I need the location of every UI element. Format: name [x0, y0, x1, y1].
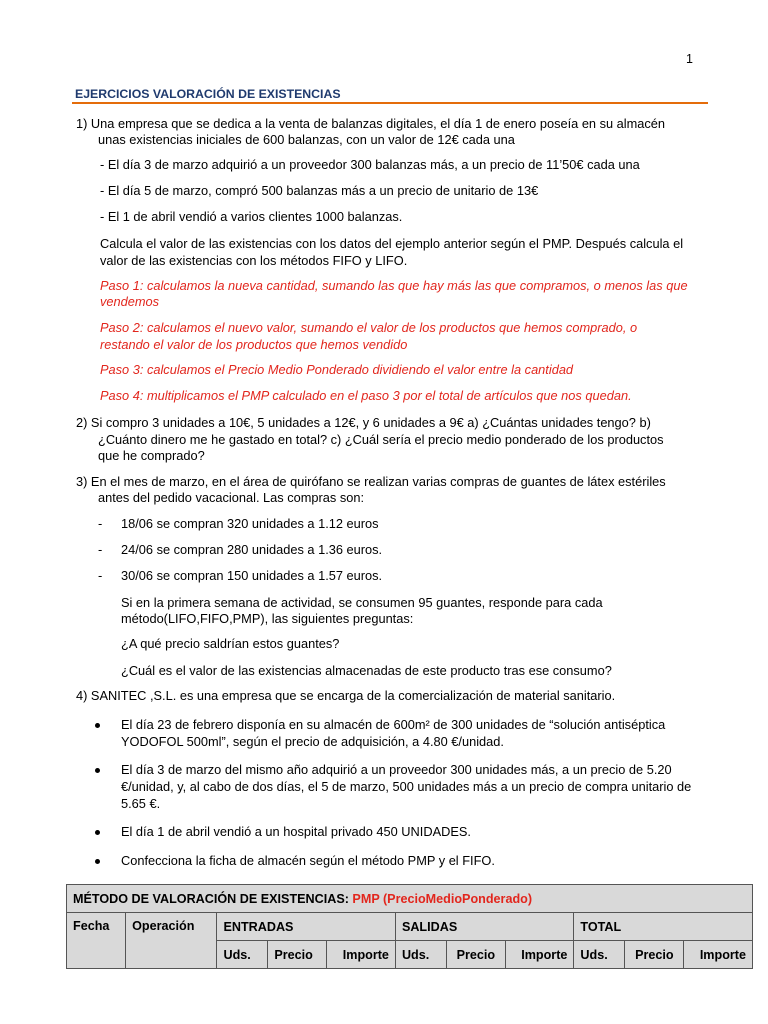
ex3-question3: ¿Cuál es el valor de las existencias almacenadas de este producto tras ese consumo?	[121, 663, 612, 678]
table-title-label: MÉTODO DE VALORACIÓN DE EXISTENCIAS:	[73, 891, 349, 906]
ex3-dash2: -	[98, 542, 103, 557]
paso1-line2: vendemos	[100, 294, 160, 309]
page-title: EJERCICIOS VALORACIÓN DE EXISTENCIAS	[75, 87, 341, 101]
ex3-line1: 3) En el mes de marzo, en el área de quirófano se realizan varias compras de guantes de látex estériles	[76, 474, 666, 489]
table-group-row	[67, 913, 753, 941]
entradas-precio: Precio	[268, 941, 327, 969]
ex1-line1: 1) Una empresa que se dedica a la venta de balanzas digitales, el día 1 de enero poseía en su almacén	[76, 116, 666, 131]
ex1-item1: - El día 3 de marzo adquirió a un proveedor 300 balanzas más, a un precio de 11’50€ cada una	[100, 157, 640, 172]
ex4-line1: 4) SANITEC ,S.L. es una empresa que se encarga de la comercialización de material sanitario.	[76, 688, 616, 703]
paso3: Paso 3: calculamos el Precio Medio Ponderado dividiendo el valor entre la cantidad	[100, 362, 574, 377]
ex2-line1: 2) Si compro 3 unidades a 10€, 5 unidades a 12€, y 6 unidades a 9€ a) ¿Cuántas unidades tengo? b)	[76, 415, 651, 430]
ex1-item3: - El 1 de abril vendió a varios clientes 1000 balanzas.	[100, 209, 403, 224]
total-uds: Uds.	[574, 941, 625, 969]
ex3-question2: ¿A qué precio saldrían estos guantes?	[121, 636, 340, 651]
ex1-line2: unas existencias iniciales de 600 balanzas, con un valor de 12€ cada una	[98, 132, 515, 147]
page-number: 1	[686, 52, 693, 66]
entradas-importe: Importe	[327, 941, 395, 969]
ex3-line2: antes del pedido vacacional. Las compras son:	[98, 490, 365, 505]
paso2-line1: Paso 2: calculamos el nuevo valor, sumando el valor de los productos que hemos comprado, o	[100, 320, 638, 335]
ex3-item3: 30/06 se compran 150 unidades a 1.57 euros.	[121, 568, 383, 583]
group-entradas: ENTRADAS	[217, 913, 395, 941]
title-underline	[72, 102, 708, 104]
col-operacion: Operación	[126, 913, 217, 969]
ex4-bullet2-line3: 5.65 €.	[121, 796, 161, 811]
ex3-question1-line2: método(LIFO,FIFO,PMP), las siguientes preguntas:	[121, 611, 414, 626]
ex4-bullet3: El día 1 de abril vendió a un hospital privado 450 UNIDADES.	[121, 824, 471, 839]
ex4-bullet2-line1: El día 3 de marzo del mismo año adquirió a un proveedor 300 unidades más, a un precio de 5.20	[121, 762, 672, 777]
stock-card-table	[66, 884, 753, 969]
paso4: Paso 4: multiplicamos el PMP calculado en el paso 3 por el total de artículos que nos quedan.	[100, 388, 632, 403]
ex4-bullet4: Confecciona la ficha de almacén según el método PMP y el FIFO.	[121, 853, 495, 868]
bullet-dot	[95, 768, 100, 773]
ex1-calc-line2: valor de las existencias con los métodos FIFO y LIFO.	[100, 253, 408, 268]
group-total: TOTAL	[574, 913, 753, 941]
table-title-method: PMP (PrecioMedioPonderado)	[352, 891, 533, 906]
ex3-dash3: -	[98, 568, 103, 583]
ex4-bullet2-line2: €/unidad, y, al cabo de dos días, el 5 de marzo, 500 unidades más a un precio de compra unitario de	[121, 779, 692, 794]
bullet-dot	[95, 859, 100, 864]
bullet-dot	[95, 723, 100, 728]
col-fecha: Fecha	[67, 913, 126, 969]
ex1-item2: - El día 5 de marzo, compró 500 balanzas más a un precio de unitario de 13€	[100, 183, 539, 198]
ex3-question1-line1: Si en la primera semana de actividad, se consumen 95 guantes, responde para cada	[121, 595, 603, 610]
ex1-calc-line1: Calcula el valor de las existencias con los datos del ejemplo anterior según el PMP. Después calcula el	[100, 236, 684, 251]
ex3-dash1: -	[98, 516, 103, 531]
ex2-line2: ¿Cuánto dinero me he gastado en total? c) ¿Cuál sería el precio medio ponderado de los productos	[98, 432, 664, 447]
table-title-cell	[67, 885, 753, 913]
table-title-row	[67, 885, 753, 913]
salidas-uds: Uds.	[395, 941, 446, 969]
ex4-bullet1-line1: El día 23 de febrero disponía en su almacén de 600m² de 300 unidades de “solución antiséptica	[121, 717, 666, 732]
total-precio: Precio	[625, 941, 684, 969]
ex3-item1: 18/06 se compran 320 unidades a 1.12 euros	[121, 516, 379, 531]
salidas-importe: Importe	[505, 941, 573, 969]
ex4-bullet1-line2: YODOFOL 500ml”, según el precio de adquisición, a 4.80 €/unidad.	[121, 734, 504, 749]
ex3-item2: 24/06 se compran 280 unidades a 1.36 euros.	[121, 542, 383, 557]
entradas-uds: Uds.	[217, 941, 268, 969]
salidas-precio: Precio	[446, 941, 505, 969]
total-importe: Importe	[684, 941, 753, 969]
bullet-dot	[95, 830, 100, 835]
paso2-line2: restando el valor de los productos que hemos vendido	[100, 337, 408, 352]
ex2-line3: que he comprado?	[98, 448, 205, 463]
paso1-line1: Paso 1: calculamos la nueva cantidad, sumando las que hay más las que compramos, o menos las que	[100, 278, 688, 293]
group-salidas: SALIDAS	[395, 913, 573, 941]
